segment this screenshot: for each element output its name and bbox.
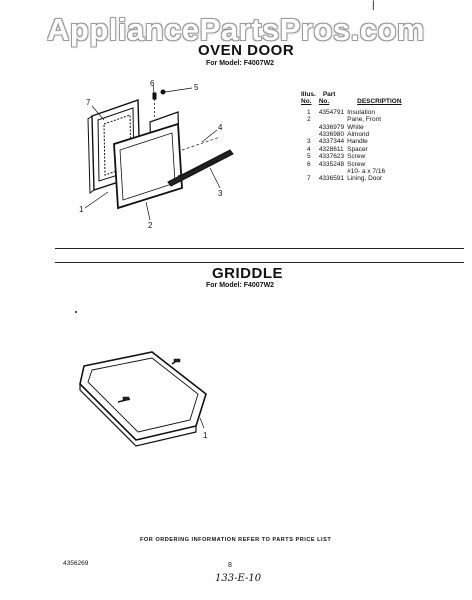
col-header-no2: No. <box>318 98 330 106</box>
griddle-diagram <box>60 300 250 460</box>
parts-row <box>301 109 405 116</box>
row-part <box>319 116 347 123</box>
row-illus: 3 <box>307 138 311 146</box>
callout-5: 5 <box>194 83 199 92</box>
row-part <box>319 168 347 175</box>
callout-2: 2 <box>148 221 153 230</box>
griddle-title: GRIDDLE <box>212 265 283 282</box>
row-illus <box>301 124 319 131</box>
row-desc: Lining, Door <box>347 175 383 183</box>
row-illus <box>301 168 319 175</box>
col-header-part: Part <box>322 91 336 98</box>
row-desc: #10- a x 7/16 <box>347 168 386 176</box>
parts-row <box>301 116 405 123</box>
stray-mark <box>75 311 77 313</box>
callout-4: 4 <box>218 123 223 132</box>
row-desc: Insulation <box>347 108 375 116</box>
griddle-leader-line <box>200 418 204 428</box>
section-divider-bottom <box>55 262 464 263</box>
parts-row <box>301 138 405 145</box>
parts-row <box>301 168 405 175</box>
callout-7: 7 <box>86 98 91 107</box>
callout-3: 3 <box>218 189 223 198</box>
griddle-model: For Model: F4007W2 <box>206 282 275 289</box>
front-pane <box>114 124 182 208</box>
handwritten-note: 133-E-10 <box>215 573 262 584</box>
parts-row <box>301 146 405 153</box>
row-desc: Pane, Front <box>347 116 382 124</box>
row-illus: 1 <box>307 108 311 116</box>
screw-5 <box>161 88 192 94</box>
row-desc: Spacer <box>347 145 368 153</box>
row-illus: 7 <box>307 175 311 183</box>
row-illus: 2 <box>307 116 311 124</box>
ordering-note: FOR ORDERING INFORMATION REFER TO PARTS PRICE LIST <box>140 537 332 543</box>
parts-row <box>301 153 405 160</box>
parts-row <box>301 124 405 131</box>
row-part: 4337623 <box>318 153 345 161</box>
row-part: 4336979 <box>318 123 345 131</box>
row-part: 4336591 <box>318 175 345 183</box>
row-illus: 6 <box>307 160 311 168</box>
oven-door-model: For Model: F4007W2 <box>206 60 275 67</box>
parts-row <box>301 131 405 138</box>
oven-door-diagram <box>70 80 290 230</box>
parts-row <box>301 175 405 182</box>
section-divider-top <box>55 248 464 249</box>
row-part: 4337344 <box>318 138 345 146</box>
row-illus <box>301 131 319 138</box>
callout-6: 6 <box>150 80 155 88</box>
col-header-description: DESCRIPTION <box>357 98 402 106</box>
page-number: 8 <box>228 562 232 569</box>
row-desc: Handle <box>347 138 368 146</box>
row-desc: Almond <box>347 131 370 139</box>
col-header-illus: Illus. <box>301 91 316 98</box>
griddle-callout-1: 1 <box>203 431 208 440</box>
row-part: 4336980 <box>318 131 345 139</box>
griddle-plate <box>80 352 206 446</box>
row-desc: Screw <box>347 153 366 161</box>
row-part: 4335248 <box>318 160 345 168</box>
watermark: AppliancePartsPros.com <box>47 12 425 47</box>
oven-door-title: OVEN DOOR <box>198 42 295 59</box>
row-desc: White <box>347 123 364 131</box>
row-illus: 5 <box>307 153 311 161</box>
row-illus: 4 <box>307 145 311 153</box>
corner-mark: | <box>372 0 375 11</box>
parts-list <box>301 91 405 183</box>
parts-row <box>301 161 405 168</box>
col-header-no1: No. <box>301 98 312 106</box>
row-desc: Screw <box>347 160 366 168</box>
callout-1: 1 <box>79 205 84 214</box>
row-part: 4354791 <box>318 108 345 116</box>
screw-6 <box>153 93 156 118</box>
document-number: 4356269 <box>63 560 89 567</box>
row-part: 4328611 <box>318 145 344 153</box>
